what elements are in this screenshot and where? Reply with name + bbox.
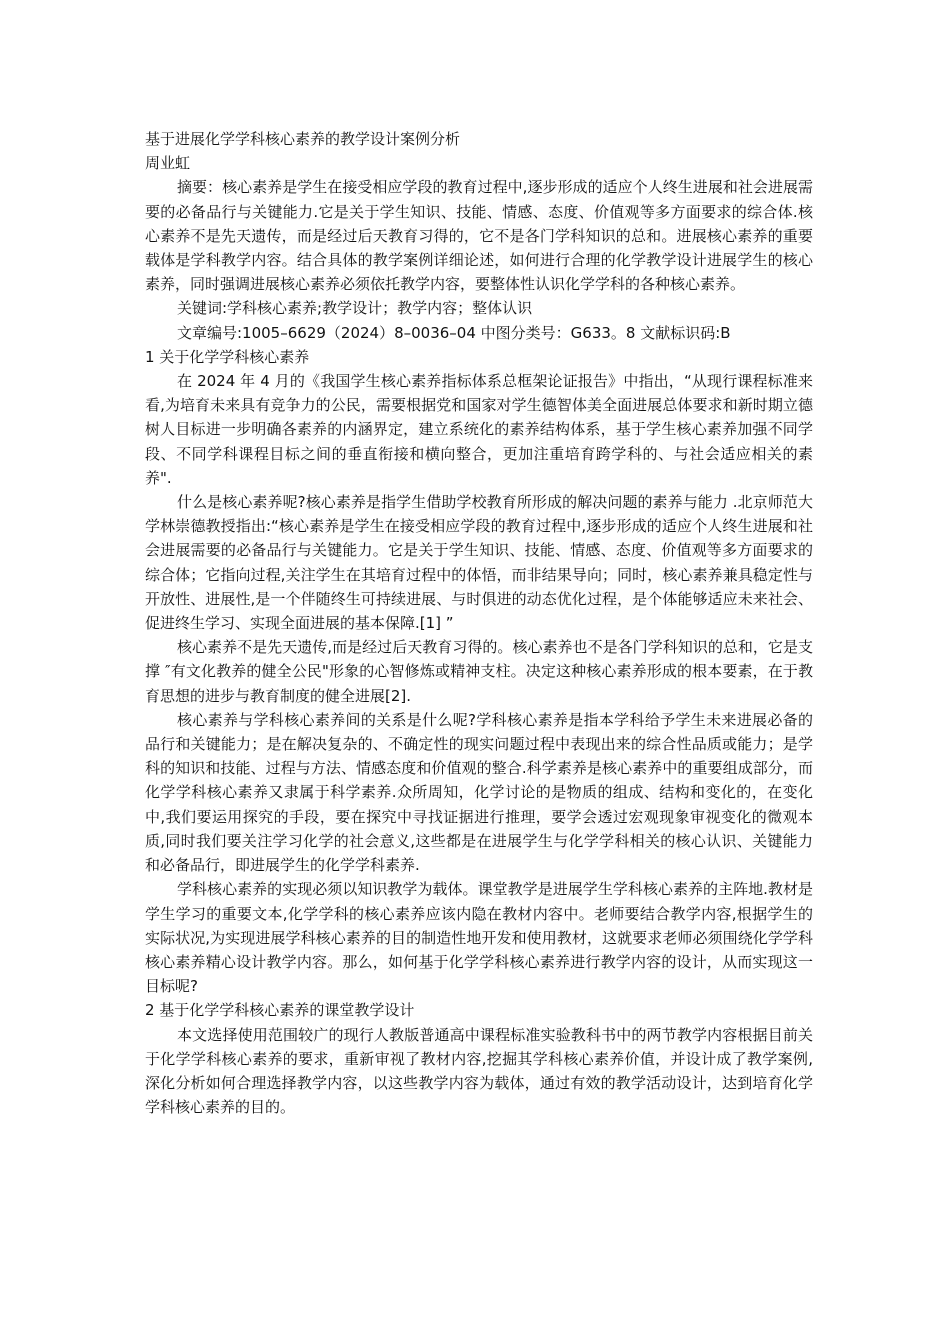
body-paragraph: 核心素养不是先天遗传,而是经过后天教育习得的。核心素养也不是各门学科知识的总和，它是支撑 ″有文化教养的健全公民"形象的心智修炼或精神支柱。决定这种核心素养形成的根本要素，在于教育思想的进步与教育制度的健全进展[2]. [145, 638, 813, 705]
body-paragraph: 学科核心素养的实现必须以知识教学为载体。课堂教学是进展学生学科核心素养的主阵地.教材是学生学习的重要文本,化学学科的核心素养应该内隐在教材内容中。老师要结合教学内容,根据学生的实际状况,为实现进展学科核心素养的目的制造性地开发和使用教材，这就要求老师必须围绕化学学科核心素养精心设计教学内容。那么，如何基于化学学科核心素养进行教学内容的设计，从而实现这一目标呢? [145, 880, 813, 996]
keywords-line: 关键词:学科核心素养;教学设计；教学内容；整体认识 [177, 299, 533, 318]
abstract-paragraph: 摘要：核心素养是学生在接受相应学段的教育过程中,逐步形成的适应个人终生进展和社会进展需要的必备品行与关键能力.它是关于学生知识、技能、情感、态度、价值观等多方面要求的综合体.核心素养不是先天遗传，而是经过后天教育习得的，它不是各门学科知识的总和。进展核心素养的重要载体是学科教学内容。结合具体的教学案例详细论述，如何进行合理的化学教学设计进展学生的核心素养，同时强调进展核心素养必须依托教学内容，要整体性认识化学学科的各种核心素养。 [145, 178, 813, 294]
document-page [145, 127, 813, 1119]
section-heading-1: 1 关于化学学科核心素养 [145, 347, 310, 366]
article-info-line: 文章编号:1005–6629（2024）8–0036–04 中图分类号：G633。8 文献标识码:B [177, 323, 731, 342]
section-heading-2: 2 基于化学学科核心素养的课堂教学设计 [145, 1001, 415, 1020]
author-name: 周业虹 [145, 154, 191, 173]
body-paragraph: 核心素养与学科核心素养间的关系是什么呢?学科核心素养是指本学科给予学生未来进展必备的品行和关键能力；是在解决复杂的、不确定性的现实问题过程中表现出来的综合性品质或能力；是学科的知识和技能、过程与方法、情感态度和价值观的整合.科学素养是核心素养中的重要组成部分，而化学学科核心素养又隶属于科学素养.众所周知，化学讨论的是物质的组成、结构和变化的，在变化中,我们要运用探究的手段，要在探究中寻找证据进行推理，要学会透过宏观现象审视变化的微观本质,同时我们要关注学习化学的社会意义,这些都是在进展学生与化学学科相关的核心认识、关键能力和必备品行，即进展学生的化学学科素养. [145, 710, 813, 875]
document-title: 基于进展化学学科核心素养的教学设计案例分析 [145, 130, 461, 148]
body-paragraph: 在 2024 年 4 月的《我国学生核心素养指标体系总框架论证报告》中指出，“从现行课程标准来看,为培育未来具有竞争力的公民，需要根据党和国家对学生德智体美全面进展总体要求和新时期立德树人目标进一步明确各素养的内涵界定，建立系统化的素养结构体系，基于学生核心素养加强不同学段、不同学科课程目标之间的垂直衔接和横向整合，更加注重培育跨学科的、与社会适应相关的素养". [145, 372, 813, 487]
body-paragraph: 本文选择使用范围较广的现行人教版普通高中课程标准实验教科书中的两节教学内容根据目前关于化学学科核心素养的要求，重新审视了教材内容,挖掘其学科核心素养价值，并设计成了教学案例,深化分析如何合理选择教学内容，以这些教学内容为载体，通过有效的教学活动设计，达到培育化学学科核心素养的目的。 [145, 1025, 813, 1117]
body-paragraph: 什么是核心素养呢?核心素养是指学生借助学校教育所形成的解决问题的素养与能力 .北京师范大学林崇德教授指出:“核心素养是学生在接受相应学段的教育过程中,逐步形成的适应个人终生进展和社会进展需要的必备品行与关键能力。它是关于学生知识、技能、情感、态度、价值观等多方面要求的综合体；它指向过程,关注学生在其培育过程中的体悟，而非结果导向；同时，核心素养兼具稳定性与开放性、进展性,是一个伴随终生可持续进展、与时俱进的动态优化过程，是个体能够适应未来社会、促进终生学习、实现全面进展的基本保障.[1] ” [145, 493, 813, 633]
